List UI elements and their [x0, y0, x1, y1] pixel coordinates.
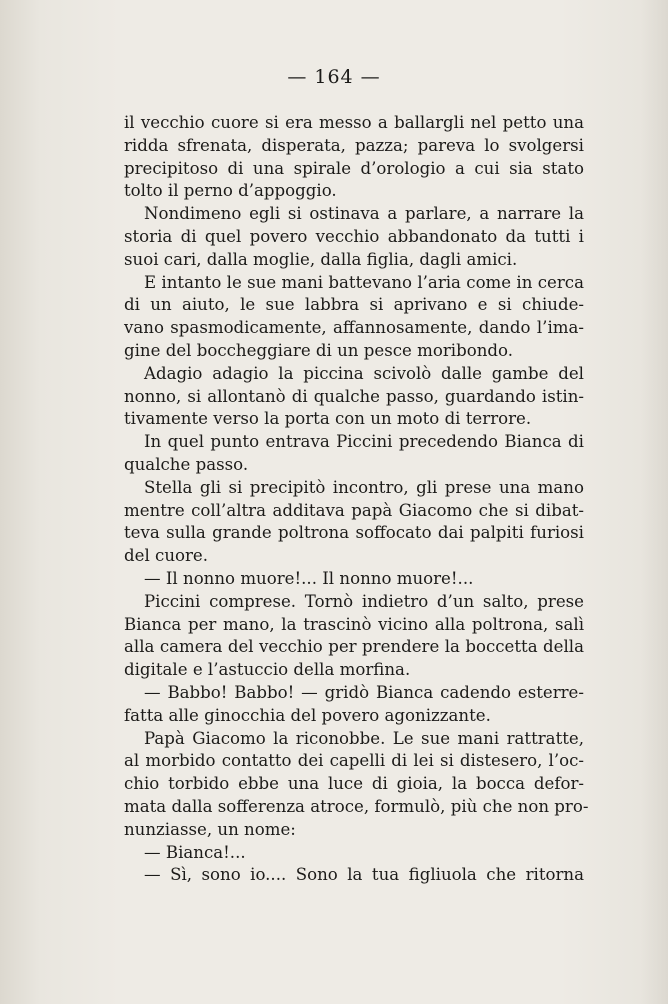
text-line: chio torbido ebbe una luce di gioia, la bocca defor- — [124, 774, 584, 794]
text-line: storia di quel povero vecchio abbandonato da tutti i — [124, 226, 584, 246]
text-line: Nondimeno egli si ostinava a parlare, a narrare la — [144, 204, 584, 224]
text-line: fatta alle ginocchia del povero agonizzante. — [124, 705, 491, 725]
text-line: — Babbo! Babbo! — gridò Bianca cadendo esterre- — [144, 682, 584, 702]
text-line: suoi cari, dalla moglie, dalla figlia, dagli amici. — [124, 249, 518, 269]
text-line: Adagio adagio la piccina scivolò dalle gambe del — [144, 363, 584, 383]
text-line: Piccini comprese. Tornò indietro d’un salto, prese — [144, 591, 584, 611]
text-line: E intanto le sue mani battevano l’aria come in cerca — [144, 272, 584, 292]
text-line: In quel punto entrava Piccini precedendo Bianca di — [144, 432, 584, 452]
text-line: nonno, si allontanò di qualche passo, guardando istin- — [124, 386, 584, 406]
body-text — [124, 112, 589, 887]
text-line: — Il nonno muore!... Il nonno muore!... — [144, 568, 474, 588]
text-line: tivamente verso la porta con un moto di terrore. — [124, 409, 532, 429]
text-line: — Bianca!... — [144, 842, 246, 862]
text-line: il vecchio cuore si era messo a ballargli nel petto una — [124, 113, 584, 132]
text-line: precipitoso di una spirale d’orologio a cui sia stato — [124, 158, 584, 178]
text-line: Bianca per mano, la trascinò vicino alla poltrona, salì — [124, 614, 584, 634]
text-line: mentre coll’altra additava papà Giacomo che si dibat- — [124, 500, 584, 520]
text-line: digitale e l’astuccio della morfina. — [124, 660, 411, 680]
text-line: alla camera del vecchio per prendere la boccetta della — [124, 637, 584, 657]
text-line: di un aiuto, le sue labbra si aprivano e si chiude- — [124, 295, 584, 315]
page-number: — 164 — — [287, 66, 381, 88]
text-line: Stella gli si precipitò incontro, gli prese una mano — [144, 477, 584, 497]
text-line: tolto il perno d’appoggio. — [124, 181, 337, 201]
text-line: gine del boccheggiare di un pesce moribondo. — [124, 340, 513, 360]
text-line: teva sulla grande poltrona soffocato dai palpiti furiosi — [124, 523, 584, 543]
text-line: qualche passo. — [124, 454, 249, 474]
text-line: — Sì, sono io.... Sono la tua figliuola che ritorna — [144, 865, 584, 885]
text-line: vano spasmodicamente, affannosamente, dando l’ima- — [124, 318, 584, 338]
text-line: del cuore. — [124, 546, 209, 566]
text-line: ridda sfrenata, disperata, pazza; pareva lo svolgersi — [124, 135, 584, 155]
text-line: al morbido contatto dei capelli di lei si distesero, l’oc- — [124, 751, 584, 771]
text-line: mata dalla sofferenza atroce, formulò, più che non pro- — [124, 796, 589, 816]
text-line: nunziasse, un nome: — [124, 819, 296, 839]
text-line: Papà Giacomo la riconobbe. Le sue mani rattratte, — [144, 728, 584, 748]
